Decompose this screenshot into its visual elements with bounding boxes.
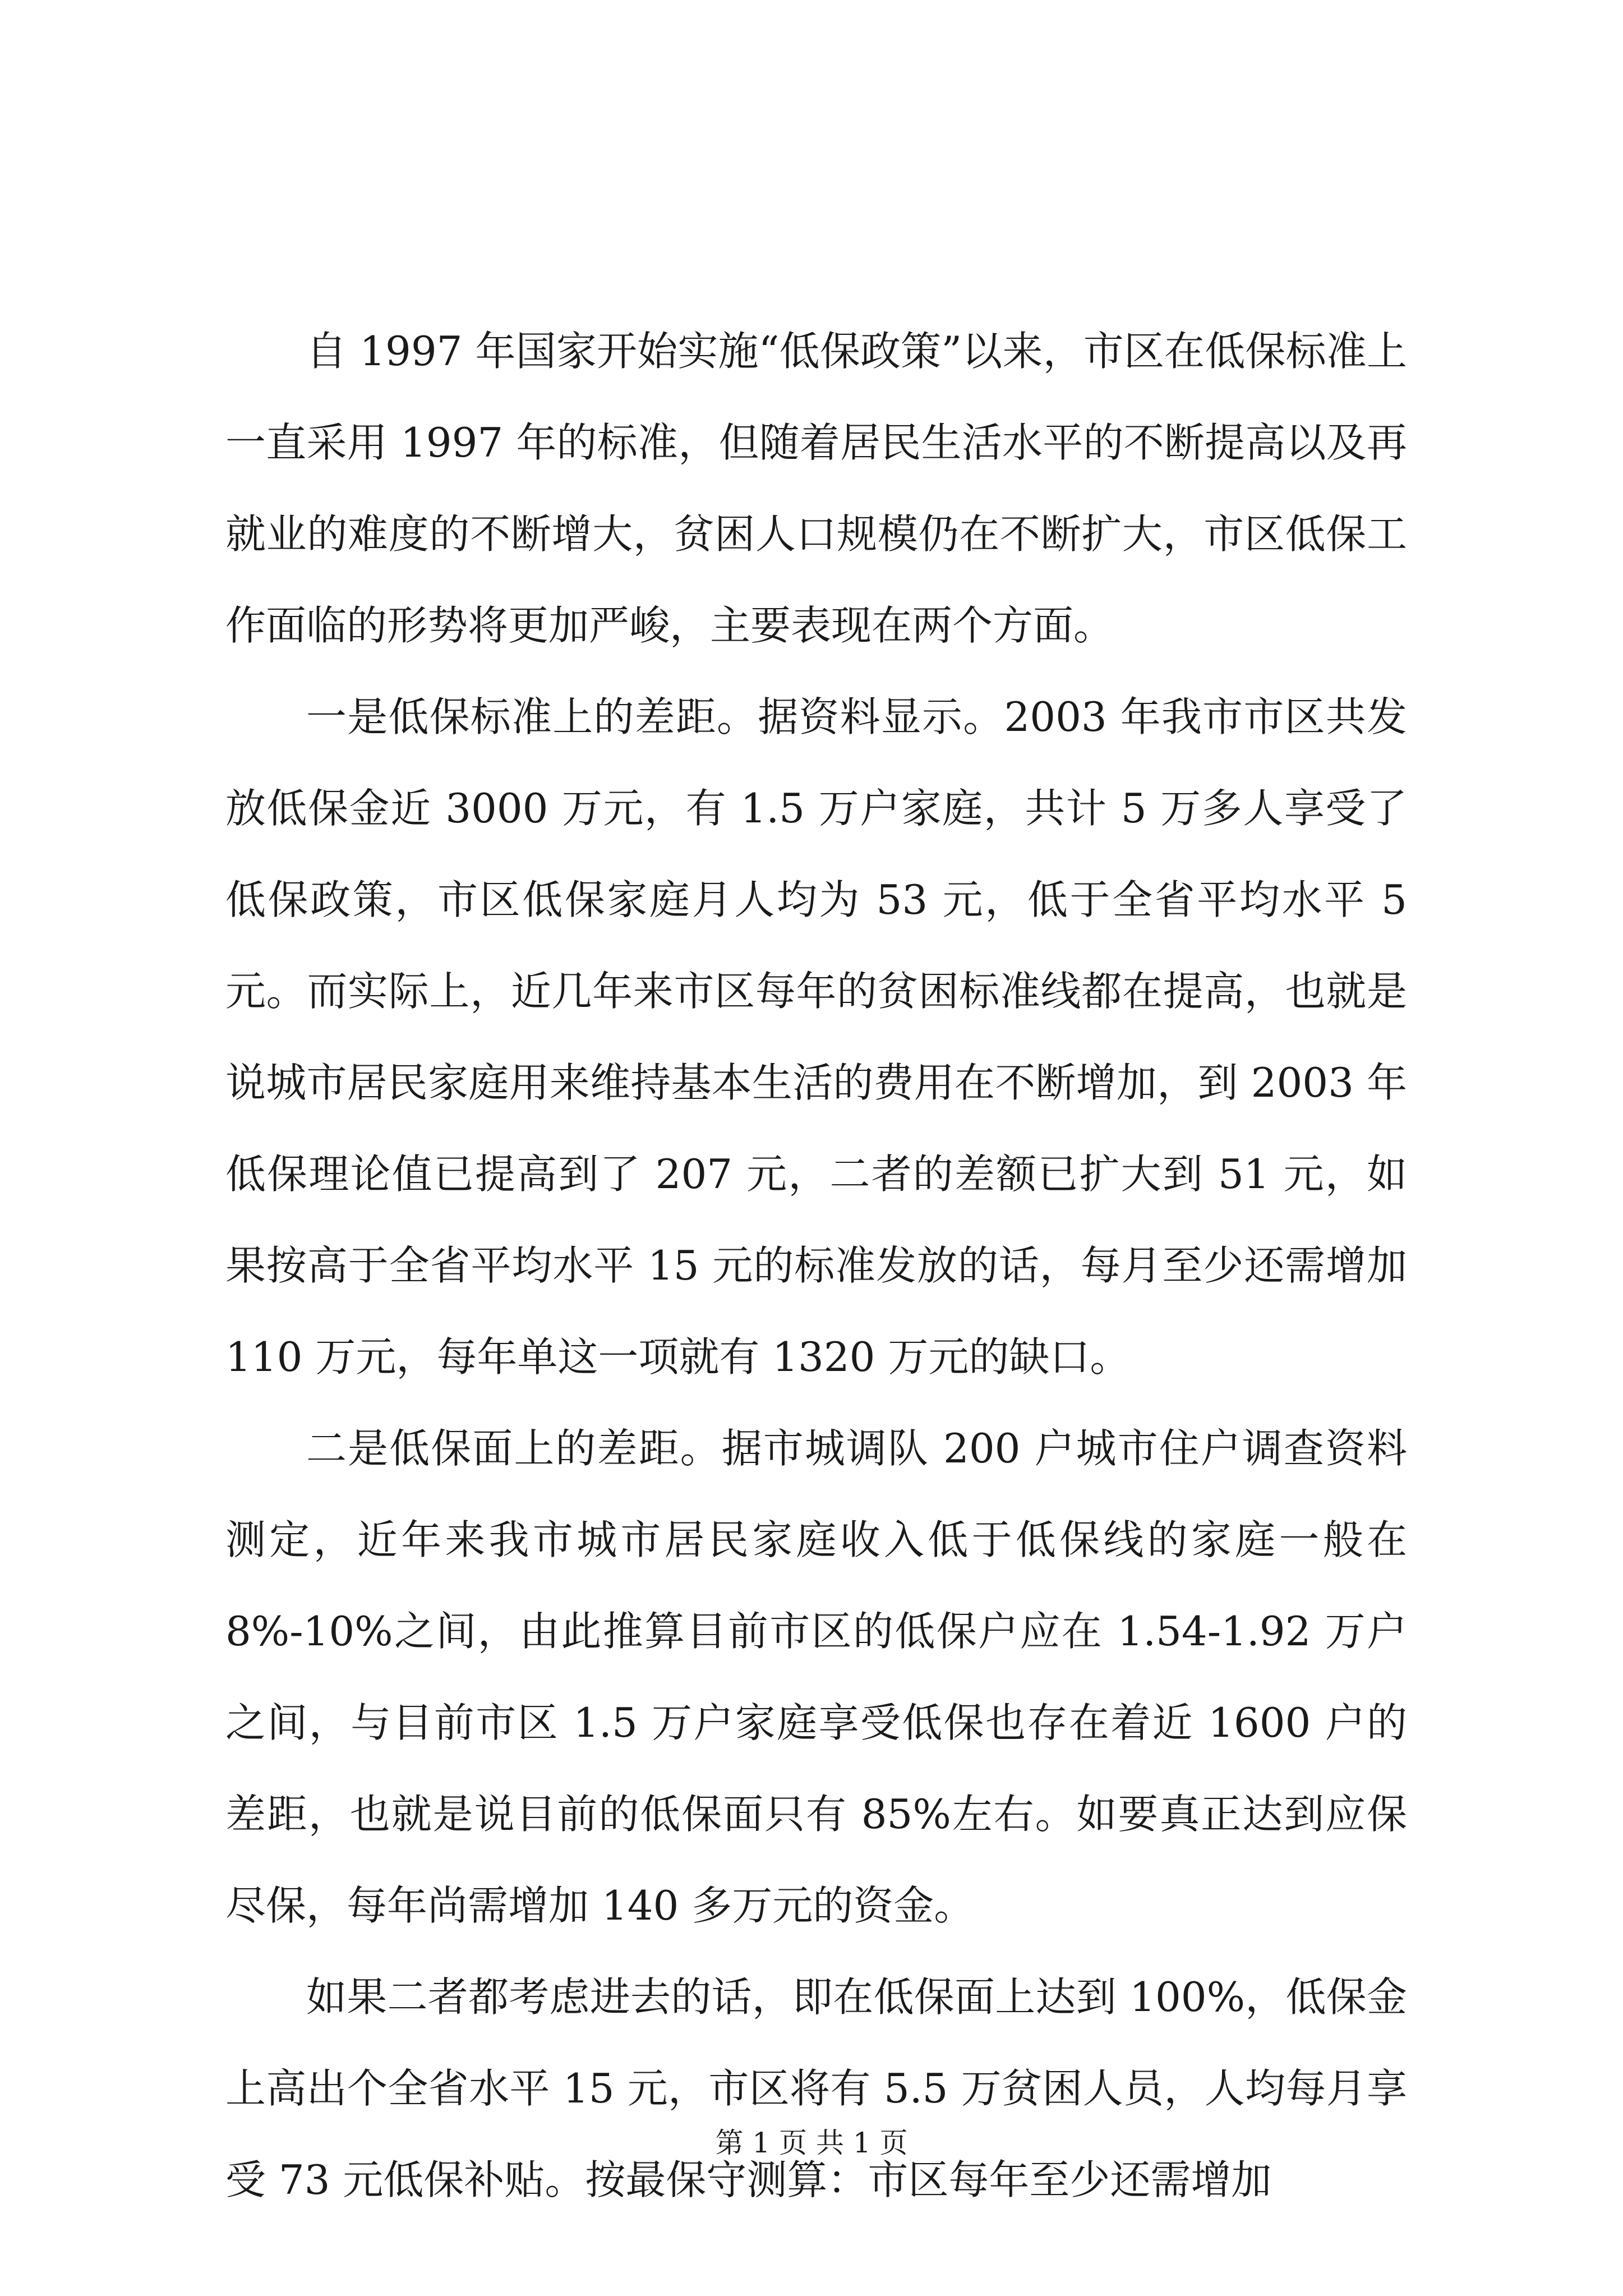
paragraph-combined-estimate: 如果二者都考虑进去的话，即在低保面上达到 100%，低保金上高出个全省水平 15 元，市区将有 5.5 万贫困人员，人均每月享受 73 元低保补贴。按最保守测算：市区每年至少还需增加 xyxy=(225,1973,1407,2203)
paragraph-intro: 自 1997 年国家开始实施“低保政策”以来，市区在低保标准上一直采用 1997 年的标准，但随着居民生活水平的不断提高以及再就业的难度的不断增大，贫困人口规模仍在不断扩大，市区低保工作面临的形势将更加严峻，主要表现在两个方面。 xyxy=(225,328,1407,649)
page-number-footer: 第 1 页 共 1 页 xyxy=(715,2127,908,2159)
document-body xyxy=(225,306,1407,2226)
paragraph-standard-gap: 一是低保标准上的差距。据资料显示。2003 年我市市区共发放低保金近 3000 万元，有 1.5 万户家庭，共计 5 万多人享受了低保政策，市区低保家庭月人均为 53 元，低于全省平均水平 5 元。而实际上，近几年来市区每年的贫困标准线都在提高，也就是说城市居民家庭用来维持基本生活的费用在不断增加，到 2003 年低保理论值已提高到了 207 元，二者的差额已扩大到 51 元，如果按高于全省平均水平 15 元的标准发放的话，每月至少还需增加 110 万元，每年单这一项就有 1320 万元的缺口。 xyxy=(225,693,1407,1381)
paragraph-coverage-gap: 二是低保面上的差距。据市城调队 200 户城市住户调查资料测定，近年来我市城市居民家庭收入低于低保线的家庭一般在 8%-10%之间，由此推算目前市区的低保户应在 1.54-1.92 万户之间，与目前市区 1.5 万户家庭享受低保也存在着近 1600 户的差距，也就是说目前的低保面只有 85%左右。如要真正达到应保尽保，每年尚需增加 140 多万元的资金。 xyxy=(225,1425,1407,1929)
